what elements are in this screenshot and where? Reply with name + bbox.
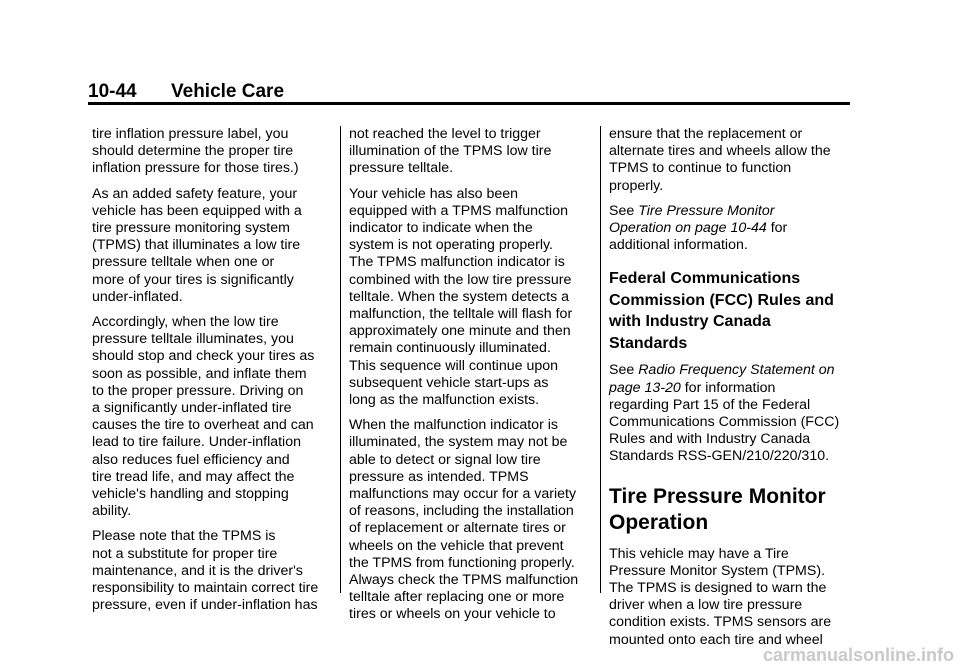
text-line [92, 546, 344, 563]
text-line [349, 375, 601, 392]
text-line [609, 290, 851, 312]
text-segment: pressure as intended. TPMS [349, 468, 529, 485]
text-line [349, 486, 601, 503]
text-segment: regarding Part 15 of the Federal [609, 396, 811, 413]
text-segment: mounted onto each tire and wheel [609, 631, 823, 648]
text-line [92, 186, 344, 203]
cross-reference-text: page 13-20 [609, 379, 681, 396]
text-segment: approximately one minute and then [349, 323, 571, 340]
text-line [609, 268, 851, 290]
text-line [349, 340, 601, 357]
text-line [349, 358, 601, 375]
text-segment: soon as possible, and inflate them [92, 365, 307, 382]
text-line [609, 143, 851, 160]
text-line [609, 546, 851, 563]
text-segment: Your vehicle has also been [349, 185, 519, 202]
text-line [92, 452, 344, 469]
text-line [92, 580, 344, 597]
text-segment: pressure telltale when one or [92, 254, 275, 271]
text-line [349, 254, 601, 271]
paragraph [349, 126, 601, 178]
text-segment: system is not operating properly. [349, 237, 553, 254]
text-line [92, 272, 344, 289]
paragraph [609, 126, 851, 195]
paragraph [92, 528, 344, 614]
text-line [349, 160, 601, 177]
text-segment: properly. [609, 177, 664, 194]
text-segment: pressure telltale illuminates, you [92, 331, 294, 348]
text-line [349, 469, 601, 486]
text-segment: telltale. When the system detects a [349, 288, 570, 305]
text-line [609, 203, 851, 220]
text-line [349, 555, 601, 572]
text-line [349, 503, 601, 520]
text-segment: tire pressure monitoring system [92, 220, 290, 237]
text-line [609, 397, 851, 414]
text-segment: maintenance, and it is the driver's [92, 562, 303, 579]
text-segment: condition exists. TPMS sensors are [609, 614, 832, 631]
text-segment: Accordingly, when the low tire [92, 314, 279, 331]
paragraph [609, 362, 851, 465]
text-line [92, 203, 344, 220]
text-segment: equipped with a TPMS malfunction [349, 202, 568, 219]
text-line [92, 469, 344, 486]
text-line [92, 289, 344, 306]
text-segment: malfunctions may occur for a variety [349, 486, 577, 503]
section-heading [609, 484, 851, 537]
text-segment: under-inflated. [92, 288, 183, 305]
text-segment: with Industry Canada [609, 313, 771, 331]
text-segment: additional information. [609, 237, 748, 254]
text-line [349, 289, 601, 306]
text-segment: pressure telltale. [349, 160, 454, 177]
text-segment: long as the malfunction exists. [349, 392, 540, 409]
text-line [609, 431, 851, 448]
text-line [609, 362, 851, 379]
text-line [92, 237, 344, 254]
text-segment: the TPMS from functioning properly. [349, 554, 575, 571]
paragraph [92, 126, 344, 178]
paragraph [349, 186, 601, 410]
text-line [92, 597, 344, 614]
text-line [349, 538, 601, 555]
text-segment: TPMS to continue to function [609, 160, 792, 177]
text-segment: lead to tire failure. Under-inflation [92, 434, 301, 451]
text-line [609, 614, 851, 631]
text-line [609, 160, 851, 177]
page-number: 10-44 [88, 81, 137, 102]
text-segment: This sequence will continue upon [349, 357, 559, 374]
text-segment: of reasons, including the installation [349, 503, 574, 520]
text-line [349, 606, 601, 623]
text-line [609, 333, 851, 355]
column-divider [340, 126, 341, 593]
text-line [349, 392, 601, 409]
text-line [92, 366, 344, 383]
header-rule [88, 102, 850, 105]
text-line [349, 143, 601, 160]
text-segment: tires or wheels on your vehicle to [349, 606, 556, 623]
text-segment: illuminated, the system may not be [349, 434, 568, 451]
text-segment: telltale after replacing one or more [349, 589, 565, 606]
text-segment: to the proper pressure. Driving on [92, 382, 304, 399]
text-segment: should stop and check your tires as [92, 348, 315, 365]
cross-reference-text: Tire Pressure Monitor [638, 202, 775, 219]
text-segment: wheels on the vehicle that prevent [349, 537, 564, 554]
text-line [92, 486, 344, 503]
text-line [349, 272, 601, 289]
text-line [92, 400, 344, 417]
text-segment: This vehicle may have a Tire [609, 545, 789, 562]
text-line [92, 220, 344, 237]
text-segment: vehicle has been equipped with a [92, 202, 302, 219]
text-line [609, 178, 851, 195]
text-line [92, 160, 344, 177]
paragraph [609, 203, 851, 255]
text-line [609, 580, 851, 597]
text-segment: also reduces fuel efficiency and [92, 451, 290, 468]
text-segment: not a substitute for proper tire [92, 545, 278, 562]
text-line [349, 434, 601, 451]
text-segment: driver when a low tire pressure [609, 597, 803, 614]
text-line [609, 220, 851, 237]
text-segment: causes the tire to overheat and can [92, 417, 314, 434]
text-segment: able to detect or signal low tire [349, 451, 541, 468]
text-segment: should determine the proper tire [92, 143, 294, 160]
text-segment: Standards RSS-GEN/210/220/310. [609, 448, 830, 465]
text-segment: of replacement or alternate tires or [349, 520, 566, 537]
text-line [92, 143, 344, 160]
text-line [349, 323, 601, 340]
text-line [609, 484, 851, 511]
column-divider [600, 126, 601, 593]
text-segment: illumination of the TPMS low tire [349, 143, 552, 160]
text-line [609, 510, 851, 537]
text-segment: Please note that the TPMS is [92, 528, 276, 545]
text-segment: more of your tires is significantly [92, 271, 294, 288]
text-segment: for [766, 220, 788, 237]
text-line [92, 383, 344, 400]
text-segment: tire tread life, and may affect the [92, 468, 295, 485]
text-segment: ability. [92, 503, 132, 520]
text-line [349, 203, 601, 220]
text-line [609, 380, 851, 397]
text-segment: for information [680, 379, 776, 396]
text-column-1 [92, 126, 344, 622]
text-line [92, 417, 344, 434]
text-segment: Standards [609, 334, 688, 352]
text-line [92, 434, 344, 451]
text-column-2 [349, 126, 601, 632]
text-line [349, 572, 601, 589]
text-segment: The TPMS malfunction indicator is [349, 254, 565, 271]
cross-reference-text: Radio Frequency Statement on [638, 362, 835, 379]
text-line [349, 452, 601, 469]
text-line [349, 520, 601, 537]
text-segment: subsequent vehicle start-ups as [349, 374, 549, 391]
text-column-3 [609, 126, 851, 657]
text-line [609, 237, 851, 254]
text-line [609, 311, 851, 333]
text-segment: combined with the low tire pressure [349, 271, 572, 288]
paragraph [92, 314, 344, 520]
text-line [349, 126, 601, 143]
watermark-text: carmanualsonline.info [762, 645, 954, 665]
text-segment: Always check the TPMS malfunction [349, 572, 579, 589]
text-segment: pressure, even if under-inflation has [92, 597, 318, 614]
text-line [92, 503, 344, 520]
text-line [609, 597, 851, 614]
text-segment: As an added safety feature, your [92, 185, 298, 202]
paragraph [349, 417, 601, 623]
text-segment: Tire Pressure Monitor [609, 484, 826, 508]
text-segment: alternate tires and wheels allow the [609, 143, 831, 160]
text-segment: Pressure Monitor System (TPMS). [609, 562, 826, 579]
text-segment: Commission (FCC) Rules and [609, 291, 834, 309]
text-line [349, 237, 601, 254]
text-line [92, 254, 344, 271]
text-line [92, 528, 344, 545]
text-segment: The TPMS is designed to warn the [609, 580, 827, 597]
text-segment: inflation pressure for those tires.) [92, 160, 299, 177]
text-line [92, 348, 344, 365]
text-segment: When the malfunction indicator is [349, 417, 558, 434]
text-segment: See [609, 202, 639, 219]
text-line [349, 417, 601, 434]
text-segment: (TPMS) that illuminates a low tire [92, 237, 301, 254]
text-line [92, 563, 344, 580]
text-segment: not reached the level to trigger [349, 126, 541, 142]
text-segment: indicator to indicate when the [349, 220, 533, 237]
text-line [92, 314, 344, 331]
paragraph [92, 186, 344, 306]
text-segment: malfunction, the telltale will flash for [349, 306, 573, 323]
text-line [92, 126, 344, 143]
text-line [609, 414, 851, 431]
text-segment: vehicle's handling and stopping [92, 486, 289, 503]
text-segment: Communications Commission (FCC) [609, 414, 840, 431]
text-segment: remain continuously illuminated. [349, 340, 551, 357]
cross-reference-text: Operation on page 10-44 [609, 220, 767, 237]
text-segment: Federal Communications [609, 270, 801, 288]
text-segment: a significantly under-inflated tire [92, 400, 292, 417]
text-line [609, 563, 851, 580]
text-line [349, 220, 601, 237]
text-line [349, 186, 601, 203]
text-line [609, 448, 851, 465]
text-segment: Operation [609, 511, 709, 535]
text-segment: responsibility to maintain correct tire [92, 580, 319, 597]
text-line [92, 331, 344, 348]
text-segment: tire inflation pressure label, you [92, 126, 289, 142]
section-title: Vehicle Care [171, 81, 285, 102]
text-line [609, 126, 851, 143]
paragraph [609, 546, 851, 649]
text-segment: ensure that the replacement or [609, 126, 803, 142]
text-segment: Rules and with Industry Canada [609, 431, 811, 448]
text-line [349, 589, 601, 606]
text-segment: See [609, 362, 639, 379]
section-heading [609, 268, 851, 354]
text-line [349, 306, 601, 323]
